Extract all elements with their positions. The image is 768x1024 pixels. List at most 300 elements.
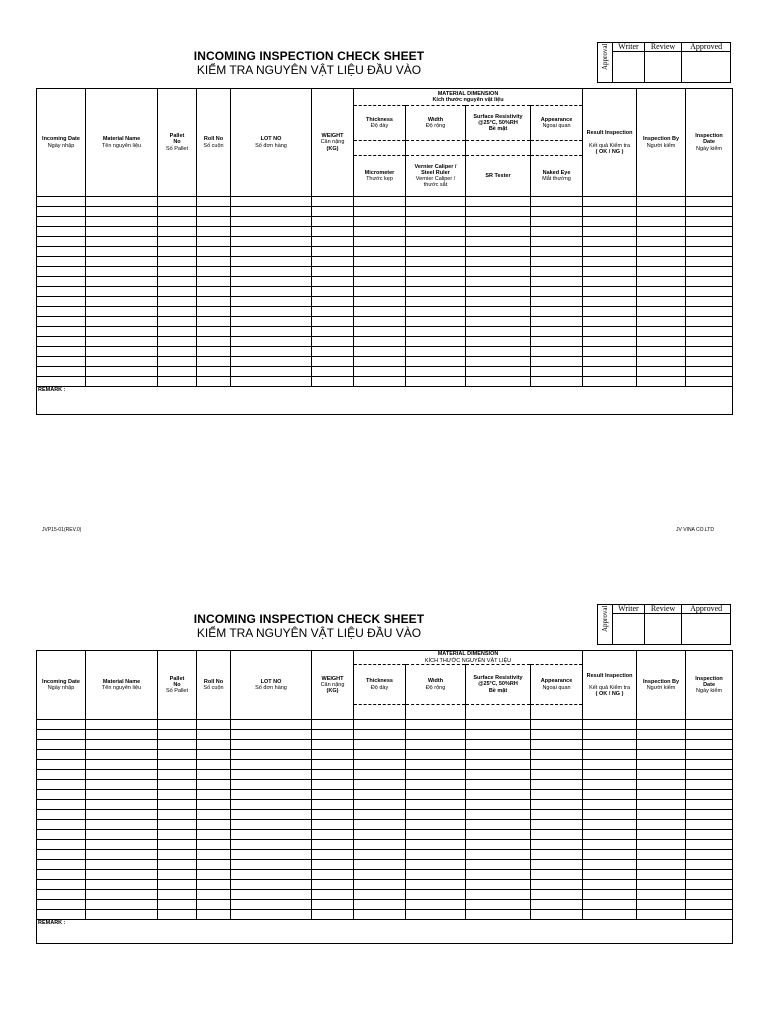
entry-cell[interactable] [637,890,686,900]
entry-cell[interactable] [231,910,312,920]
entry-cell[interactable] [466,317,531,327]
entry-cell[interactable] [686,760,733,770]
entry-cell[interactable] [583,800,637,810]
entry-cell[interactable] [637,900,686,910]
entry-cell[interactable] [531,307,583,317]
entry-cell[interactable] [158,357,197,367]
entry-cell[interactable] [312,730,354,740]
entry-cell[interactable] [197,850,231,860]
entry-cell[interactable] [197,297,231,307]
entry-cell[interactable] [583,317,637,327]
entry-cell[interactable] [686,247,733,257]
review-signature-box[interactable] [644,52,682,83]
entry-cell[interactable] [86,810,158,820]
entry-cell[interactable] [637,347,686,357]
entry-cell[interactable] [583,840,637,850]
entry-cell[interactable] [231,800,312,810]
entry-cell[interactable] [354,830,406,840]
entry-cell[interactable] [231,870,312,880]
entry-cell[interactable] [686,377,733,387]
entry-cell[interactable] [86,850,158,860]
entry-cell[interactable] [354,237,406,247]
entry-cell[interactable] [531,910,583,920]
entry-cell[interactable] [158,780,197,790]
entry-cell[interactable] [86,297,158,307]
entry-cell[interactable] [158,870,197,880]
entry-cell[interactable] [466,307,531,317]
entry-cell[interactable] [531,860,583,870]
entry-cell[interactable] [406,227,466,237]
entry-cell[interactable] [637,910,686,920]
entry-cell[interactable] [583,730,637,740]
entry-cell[interactable] [406,830,466,840]
entry-cell[interactable] [637,850,686,860]
entry-cell[interactable] [686,357,733,367]
entry-cell[interactable] [312,317,354,327]
entry-cell[interactable] [531,730,583,740]
entry-cell[interactable] [637,760,686,770]
entry-cell[interactable] [231,367,312,377]
entry-cell[interactable] [86,900,158,910]
entry-cell[interactable] [354,850,406,860]
entry-cell[interactable] [583,860,637,870]
entry-cell[interactable] [583,870,637,880]
entry-cell[interactable] [354,910,406,920]
entry-cell[interactable] [37,207,86,217]
entry-cell[interactable] [37,830,86,840]
entry-cell[interactable] [637,357,686,367]
entry-cell[interactable] [583,810,637,820]
entry-cell[interactable] [686,197,733,207]
entry-cell[interactable] [158,820,197,830]
entry-cell[interactable] [406,730,466,740]
entry-cell[interactable] [231,830,312,840]
entry-cell[interactable] [583,227,637,237]
entry-cell[interactable] [37,347,86,357]
entry-cell[interactable] [231,237,312,247]
entry-cell[interactable] [86,267,158,277]
entry-cell[interactable] [686,840,733,850]
entry-cell[interactable] [686,800,733,810]
entry-cell[interactable] [86,780,158,790]
entry-cell[interactable] [406,900,466,910]
entry-cell[interactable] [37,377,86,387]
entry-cell[interactable] [531,810,583,820]
entry-cell[interactable] [197,197,231,207]
entry-cell[interactable] [406,810,466,820]
entry-cell[interactable] [197,910,231,920]
remark-field[interactable]: REMARK : [37,387,733,415]
entry-cell[interactable] [637,307,686,317]
entry-cell[interactable] [466,730,531,740]
entry-cell[interactable] [637,297,686,307]
entry-cell[interactable] [197,207,231,217]
entry-cell[interactable] [231,780,312,790]
entry-cell[interactable] [531,890,583,900]
entry-cell[interactable] [531,257,583,267]
entry-cell[interactable] [466,860,531,870]
entry-cell[interactable] [231,197,312,207]
entry-cell[interactable] [197,760,231,770]
entry-cell[interactable] [231,750,312,760]
entry-cell[interactable] [466,217,531,227]
entry-cell[interactable] [86,277,158,287]
entry-cell[interactable] [86,740,158,750]
entry-cell[interactable] [686,790,733,800]
entry-cell[interactable] [37,297,86,307]
entry-cell[interactable] [637,207,686,217]
entry-cell[interactable] [531,790,583,800]
entry-cell[interactable] [231,790,312,800]
entry-cell[interactable] [406,307,466,317]
entry-cell[interactable] [583,890,637,900]
entry-cell[interactable] [231,287,312,297]
entry-cell[interactable] [637,247,686,257]
entry-cell[interactable] [686,900,733,910]
entry-cell[interactable] [197,860,231,870]
entry-cell[interactable] [406,780,466,790]
entry-cell[interactable] [406,317,466,327]
entry-cell[interactable] [86,307,158,317]
entry-cell[interactable] [354,367,406,377]
entry-cell[interactable] [531,870,583,880]
entry-cell[interactable] [86,790,158,800]
entry-cell[interactable] [197,237,231,247]
entry-cell[interactable] [406,237,466,247]
entry-cell[interactable] [37,307,86,317]
entry-cell[interactable] [37,237,86,247]
entry-cell[interactable] [406,207,466,217]
entry-cell[interactable] [158,217,197,227]
entry-cell[interactable] [406,800,466,810]
entry-cell[interactable] [406,257,466,267]
entry-cell[interactable] [354,800,406,810]
entry-cell[interactable] [312,740,354,750]
entry-cell[interactable] [231,850,312,860]
entry-cell[interactable] [158,197,197,207]
entry-cell[interactable] [86,820,158,830]
approved-signature-box[interactable] [682,614,731,645]
entry-cell[interactable] [354,287,406,297]
entry-cell[interactable] [312,860,354,870]
entry-cell[interactable] [637,810,686,820]
entry-cell[interactable] [37,900,86,910]
entry-cell[interactable] [686,277,733,287]
entry-cell[interactable] [406,347,466,357]
entry-cell[interactable] [158,760,197,770]
entry-cell[interactable] [37,730,86,740]
entry-cell[interactable] [86,760,158,770]
entry-cell[interactable] [312,720,354,730]
entry-cell[interactable] [466,287,531,297]
entry-cell[interactable] [354,750,406,760]
entry-cell[interactable] [466,257,531,267]
entry-cell[interactable] [466,357,531,367]
entry-cell[interactable] [312,880,354,890]
entry-cell[interactable] [197,247,231,257]
entry-cell[interactable] [686,820,733,830]
entry-cell[interactable] [354,277,406,287]
entry-cell[interactable] [531,337,583,347]
entry-cell[interactable] [406,770,466,780]
approved-signature-box[interactable] [682,52,731,83]
entry-cell[interactable] [37,880,86,890]
entry-cell[interactable] [354,347,406,357]
entry-cell[interactable] [354,720,406,730]
entry-cell[interactable] [86,257,158,267]
entry-cell[interactable] [406,740,466,750]
entry-cell[interactable] [86,890,158,900]
entry-cell[interactable] [583,217,637,227]
entry-cell[interactable] [86,720,158,730]
entry-cell[interactable] [637,800,686,810]
entry-cell[interactable] [466,890,531,900]
entry-cell[interactable] [466,267,531,277]
entry-cell[interactable] [37,820,86,830]
entry-cell[interactable] [466,367,531,377]
entry-cell[interactable] [686,740,733,750]
entry-cell[interactable] [686,810,733,820]
entry-cell[interactable] [37,277,86,287]
entry-cell[interactable] [37,840,86,850]
entry-cell[interactable] [466,850,531,860]
entry-cell[interactable] [86,770,158,780]
entry-cell[interactable] [531,197,583,207]
entry-cell[interactable] [158,277,197,287]
entry-cell[interactable] [637,367,686,377]
entry-cell[interactable] [466,347,531,357]
entry-cell[interactable] [37,790,86,800]
entry-cell[interactable] [312,770,354,780]
entry-cell[interactable] [158,307,197,317]
entry-cell[interactable] [86,287,158,297]
entry-cell[interactable] [37,197,86,207]
entry-cell[interactable] [197,750,231,760]
entry-cell[interactable] [686,780,733,790]
entry-cell[interactable] [583,880,637,890]
entry-cell[interactable] [583,267,637,277]
entry-cell[interactable] [406,367,466,377]
entry-cell[interactable] [197,257,231,267]
entry-cell[interactable] [466,790,531,800]
entry-cell[interactable] [531,820,583,830]
entry-cell[interactable] [312,910,354,920]
entry-cell[interactable] [37,247,86,257]
entry-cell[interactable] [197,327,231,337]
entry-cell[interactable] [86,880,158,890]
entry-cell[interactable] [86,910,158,920]
entry-cell[interactable] [583,197,637,207]
entry-cell[interactable] [231,810,312,820]
entry-cell[interactable] [583,347,637,357]
entry-cell[interactable] [354,377,406,387]
entry-cell[interactable] [197,307,231,317]
entry-cell[interactable] [354,317,406,327]
entry-cell[interactable] [466,810,531,820]
entry-cell[interactable] [583,780,637,790]
entry-cell[interactable] [686,850,733,860]
entry-cell[interactable] [158,207,197,217]
entry-cell[interactable] [583,307,637,317]
entry-cell[interactable] [354,357,406,367]
entry-cell[interactable] [231,860,312,870]
entry-cell[interactable] [406,247,466,257]
entry-cell[interactable] [231,217,312,227]
entry-cell[interactable] [231,720,312,730]
entry-cell[interactable] [406,750,466,760]
entry-cell[interactable] [686,207,733,217]
entry-cell[interactable] [531,740,583,750]
entry-cell[interactable] [312,207,354,217]
entry-cell[interactable] [231,297,312,307]
entry-cell[interactable] [37,327,86,337]
entry-cell[interactable] [197,357,231,367]
entry-cell[interactable] [158,257,197,267]
entry-cell[interactable] [197,870,231,880]
entry-cell[interactable] [231,377,312,387]
entry-cell[interactable] [158,890,197,900]
entry-cell[interactable] [531,720,583,730]
entry-cell[interactable] [231,257,312,267]
entry-cell[interactable] [37,760,86,770]
entry-cell[interactable] [312,870,354,880]
entry-cell[interactable] [158,850,197,860]
entry-cell[interactable] [466,750,531,760]
entry-cell[interactable] [86,870,158,880]
entry-cell[interactable] [312,850,354,860]
entry-cell[interactable] [231,357,312,367]
entry-cell[interactable] [637,217,686,227]
entry-cell[interactable] [354,790,406,800]
entry-cell[interactable] [158,337,197,347]
entry-cell[interactable] [158,247,197,257]
entry-cell[interactable] [531,357,583,367]
entry-cell[interactable] [197,780,231,790]
entry-cell[interactable] [583,720,637,730]
entry-cell[interactable] [231,880,312,890]
entry-cell[interactable] [37,740,86,750]
entry-cell[interactable] [583,277,637,287]
entry-cell[interactable] [312,750,354,760]
entry-cell[interactable] [531,347,583,357]
entry-cell[interactable] [158,267,197,277]
entry-cell[interactable] [37,770,86,780]
entry-cell[interactable] [354,307,406,317]
entry-cell[interactable] [312,810,354,820]
entry-cell[interactable] [158,800,197,810]
entry-cell[interactable] [197,267,231,277]
entry-cell[interactable] [466,840,531,850]
entry-cell[interactable] [531,267,583,277]
entry-cell[interactable] [406,890,466,900]
entry-cell[interactable] [466,197,531,207]
entry-cell[interactable] [197,890,231,900]
entry-cell[interactable] [354,227,406,237]
entry-cell[interactable] [354,257,406,267]
entry-cell[interactable] [158,910,197,920]
entry-cell[interactable] [531,880,583,890]
entry-cell[interactable] [531,207,583,217]
entry-cell[interactable] [158,347,197,357]
entry-cell[interactable] [531,830,583,840]
entry-cell[interactable] [312,217,354,227]
entry-cell[interactable] [354,820,406,830]
entry-cell[interactable] [197,770,231,780]
entry-cell[interactable] [686,257,733,267]
entry-cell[interactable] [531,760,583,770]
entry-cell[interactable] [312,267,354,277]
entry-cell[interactable] [312,780,354,790]
entry-cell[interactable] [354,870,406,880]
entry-cell[interactable] [531,237,583,247]
entry-cell[interactable] [637,257,686,267]
entry-cell[interactable] [686,217,733,227]
entry-cell[interactable] [406,860,466,870]
entry-cell[interactable] [686,910,733,920]
entry-cell[interactable] [583,760,637,770]
entry-cell[interactable] [406,910,466,920]
entry-cell[interactable] [37,910,86,920]
entry-cell[interactable] [197,720,231,730]
entry-cell[interactable] [158,880,197,890]
entry-cell[interactable] [312,197,354,207]
entry-cell[interactable] [197,217,231,227]
entry-cell[interactable] [686,870,733,880]
entry-cell[interactable] [354,197,406,207]
entry-cell[interactable] [354,247,406,257]
entry-cell[interactable] [583,750,637,760]
entry-cell[interactable] [637,327,686,337]
entry-cell[interactable] [637,880,686,890]
entry-cell[interactable] [312,820,354,830]
entry-cell[interactable] [231,770,312,780]
entry-cell[interactable] [686,227,733,237]
entry-cell[interactable] [158,830,197,840]
entry-cell[interactable] [466,910,531,920]
entry-cell[interactable] [158,720,197,730]
entry-cell[interactable] [158,860,197,870]
entry-cell[interactable] [583,207,637,217]
entry-cell[interactable] [231,740,312,750]
entry-cell[interactable] [583,830,637,840]
entry-cell[interactable] [37,317,86,327]
entry-cell[interactable] [466,377,531,387]
entry-cell[interactable] [637,870,686,880]
entry-cell[interactable] [158,770,197,780]
entry-cell[interactable] [686,890,733,900]
entry-cell[interactable] [531,297,583,307]
entry-cell[interactable] [158,287,197,297]
entry-cell[interactable] [312,840,354,850]
entry-cell[interactable] [583,337,637,347]
entry-cell[interactable] [466,207,531,217]
entry-cell[interactable] [583,247,637,257]
entry-cell[interactable] [37,287,86,297]
entry-cell[interactable] [466,327,531,337]
entry-cell[interactable] [37,810,86,820]
entry-cell[interactable] [197,337,231,347]
entry-cell[interactable] [158,317,197,327]
entry-cell[interactable] [466,800,531,810]
entry-cell[interactable] [86,357,158,367]
entry-cell[interactable] [531,800,583,810]
entry-cell[interactable] [312,900,354,910]
entry-cell[interactable] [686,720,733,730]
entry-cell[interactable] [231,840,312,850]
entry-cell[interactable] [531,227,583,237]
entry-cell[interactable] [37,267,86,277]
entry-cell[interactable] [354,900,406,910]
